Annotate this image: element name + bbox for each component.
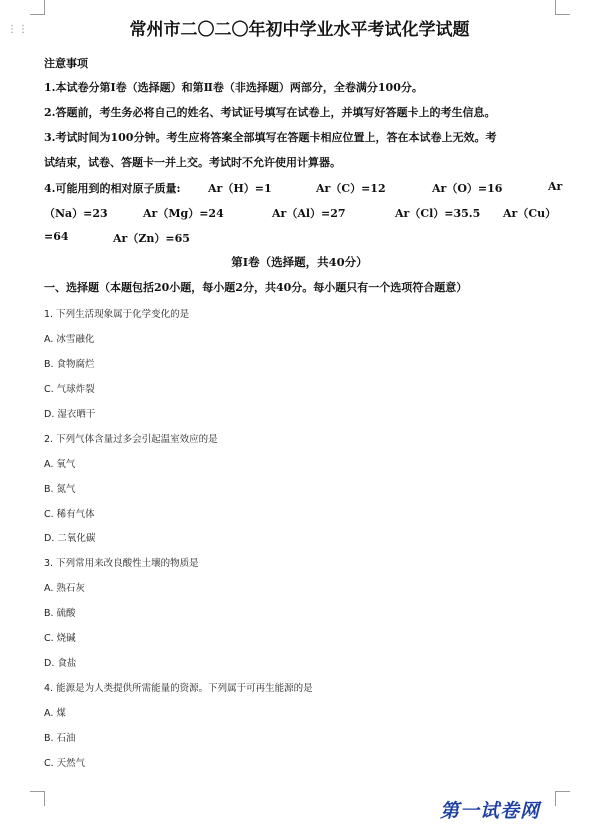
crop-mark-bottom-right bbox=[555, 791, 570, 806]
atomic-mass-al: Ar（Al）=27 bbox=[272, 207, 346, 220]
notice-line-2: 2.答题前，考生务必将自己的姓名、考试证号填写在试卷上，并填写好答题卡上的考生信息。 bbox=[44, 106, 496, 119]
atomic-mass-o: Ar（O）=16 bbox=[432, 182, 503, 195]
question-1-option-b: B. 食物腐烂 bbox=[44, 359, 95, 370]
notice-heading: 注意事项 bbox=[44, 57, 88, 70]
atomic-mass-h: Ar（H）=1 bbox=[208, 182, 272, 195]
question-3-option-b: B. 硫酸 bbox=[44, 608, 76, 619]
question-4-option-c: C. 天然气 bbox=[44, 758, 86, 769]
drag-handle-icon[interactable]: ⋮⋮ bbox=[7, 24, 29, 35]
notice-line-1: 1.本试卷分第Ⅰ卷（选择题）和第Ⅱ卷（非选择题）两部分，全卷满分100分。 bbox=[44, 81, 423, 94]
crop-mark-top-left bbox=[30, 0, 45, 15]
atomic-mass-mg: Ar（Mg）=24 bbox=[143, 207, 224, 220]
atomic-mass-cl: Ar（Cl）=35.5 bbox=[395, 207, 481, 220]
site-watermark: 第一试卷网 bbox=[440, 800, 541, 822]
notice-line-3: 3.考试时间为100分钟。考生应将答案全部填写在答题卡相应位置上，答在本试卷上无效。考 bbox=[44, 131, 497, 144]
notice-line-4: 试结束，试卷、答题卡一并上交。考试时不允许使用计算器。 bbox=[44, 156, 341, 169]
atomic-mass-cu-prefix: Ar（Cu） bbox=[503, 207, 557, 220]
question-4-stem: 4. 能源是为人类提供所需能量的资源。下列属于可再生能源的是 bbox=[44, 683, 313, 694]
atomic-mass-zn: Ar（Zn）=65 bbox=[113, 232, 190, 245]
atomic-mass-na-prefix: Ar bbox=[548, 180, 563, 193]
crop-mark-top-right bbox=[555, 0, 570, 15]
atomic-mass-label: 4.可能用到的相对原子质量: bbox=[44, 182, 181, 195]
question-1-option-a: A. 冰雪融化 bbox=[44, 334, 95, 345]
section-title: 第Ⅰ卷（选择题，共40分） bbox=[231, 255, 368, 269]
question-3-option-d: D. 食盐 bbox=[44, 658, 77, 669]
atomic-mass-c: Ar（C）=12 bbox=[316, 182, 386, 195]
atomic-mass-na: （Na）=23 bbox=[44, 207, 108, 220]
question-2-option-c: C. 稀有气体 bbox=[44, 509, 95, 520]
part-heading: 一、选择题（本题包括20小题，每小题2分，共40分。每小题只有一个选项符合题意） bbox=[44, 281, 468, 294]
question-1-option-d: D. 湿衣晒干 bbox=[44, 409, 96, 420]
page-title: 常州市二〇二〇年初中学业水平考试化学试题 bbox=[129, 20, 470, 40]
question-2-option-b: B. 氮气 bbox=[44, 484, 76, 495]
question-1-stem: 1. 下列生活现象属于化学变化的是 bbox=[44, 309, 190, 320]
question-3-option-c: C. 烧碱 bbox=[44, 633, 76, 644]
question-1-option-c: C. 气球炸裂 bbox=[44, 384, 95, 395]
question-2-option-a: A. 氧气 bbox=[44, 459, 76, 470]
question-2-option-d: D. 二氧化碳 bbox=[44, 533, 96, 544]
question-3-stem: 3. 下列常用来改良酸性土壤的物质是 bbox=[44, 558, 199, 569]
question-4-option-a: A. 煤 bbox=[44, 708, 66, 719]
crop-mark-bottom-left bbox=[30, 791, 45, 806]
question-3-option-a: A. 熟石灰 bbox=[44, 583, 85, 594]
atomic-mass-cu: =64 bbox=[44, 230, 69, 243]
question-4-option-b: B. 石油 bbox=[44, 733, 76, 744]
question-2-stem: 2. 下列气体含量过多会引起温室效应的是 bbox=[44, 434, 218, 445]
